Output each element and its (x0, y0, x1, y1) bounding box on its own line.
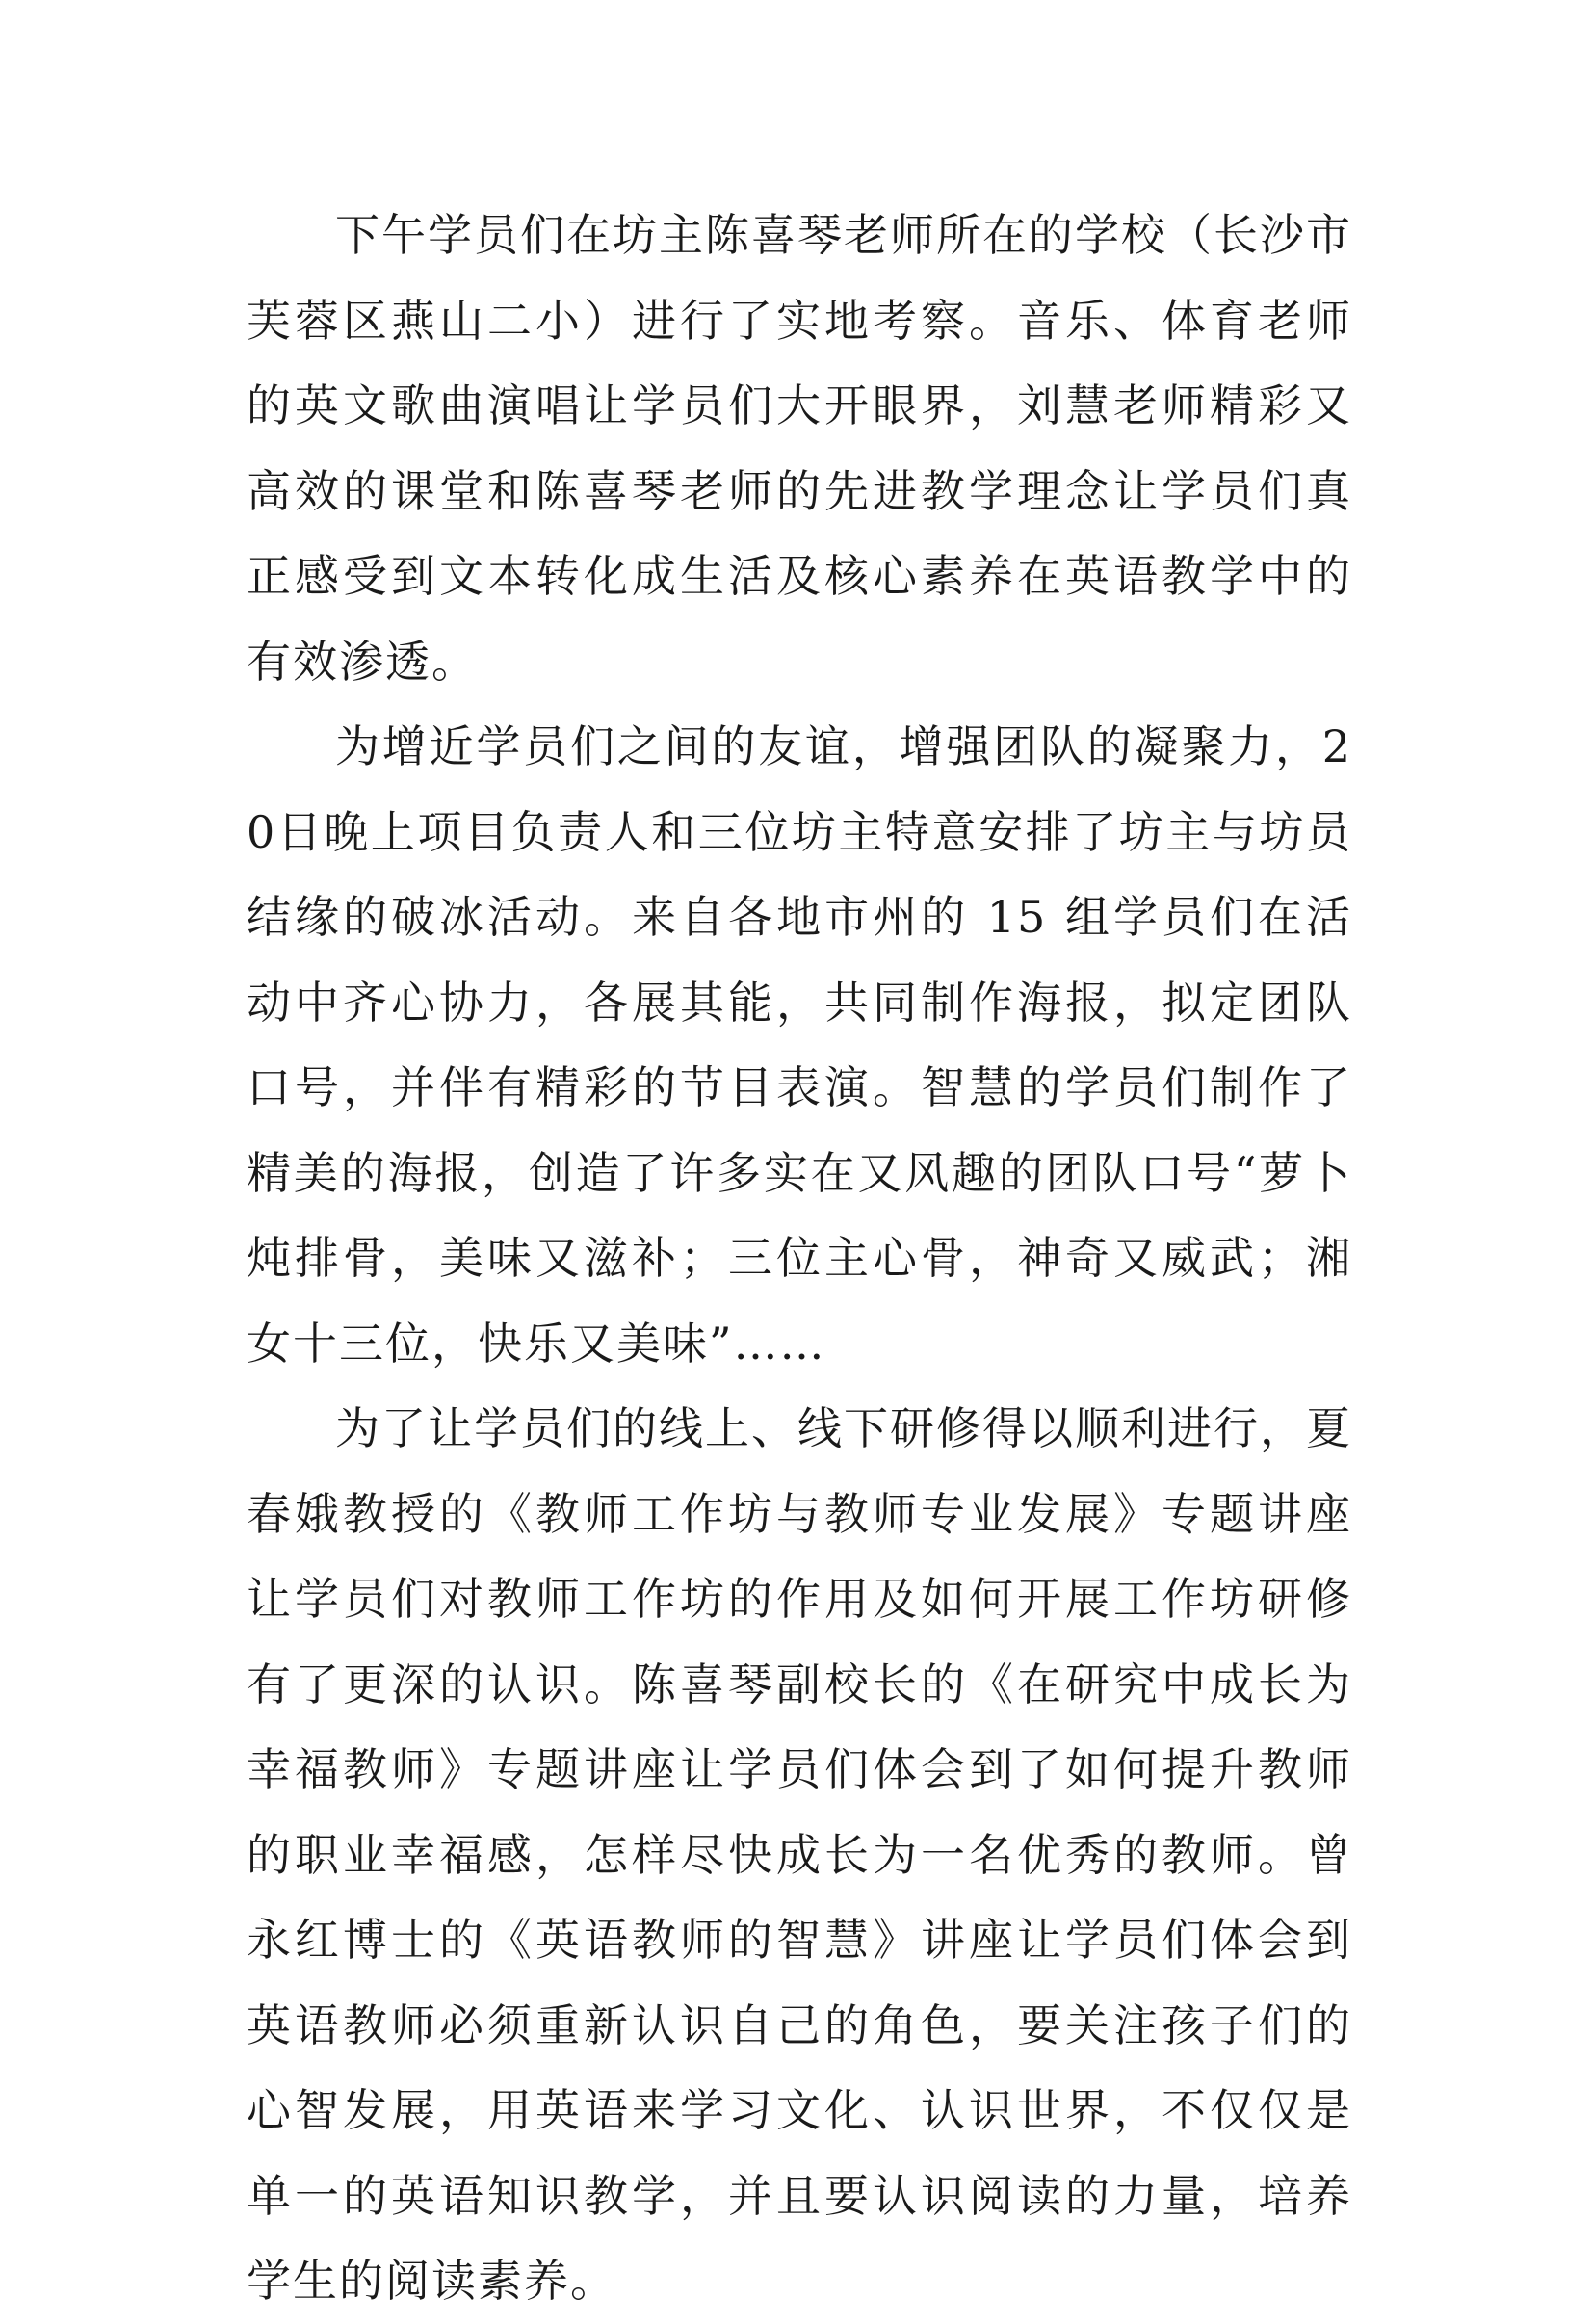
paragraph-icebreaker-activity: 为增近学员们之间的友谊，增强团队的凝聚力，20日晚上项目负责人和三位坊主特意安排了坊主与坊员结缘的破冰活动。来自各地市州的 15 组学员们在活动中齐心协力，各展其能，共同制作海报，拟定团队口号，并伴有精彩的节目表演。智慧的学员们制作了精美的海报，创造了许多实在又风趣的团队口号“萝卜炖排骨，美味又滋补；三位主心骨，神奇又威武；湘女十三位，快乐又美味”…… (247, 720, 1352, 1370)
document-body (247, 193, 1352, 2324)
paragraph-lectures: 为了让学员们的线上、线下研修得以顺利进行，夏春娥教授的《教师工作坊与教师专业发展》专题讲座让学员们对教师工作坊的作用及如何开展工作坊研修有了更深的认识。陈喜琴副校长的《在研究中成长为幸福教师》专题讲座让学员们体会到了如何提升教师的职业幸福感，怎样尽快成长为一名优秀的教师。曾永红博士的《英语教师的智慧》讲座让学员们体会到英语教师必须重新认识自己的角色，要关注孩子们的心智发展，用英语来学习文化、认识世界，不仅仅是单一的英语知识教学，并且要认识阅读的力量，培养学生的阅读素养。 (247, 1402, 1352, 2307)
paragraph-field-visit: 下午学员们在坊主陈喜琴老师所在的学校（长沙市芙蓉区燕山二小）进行了实地考察。音乐、体育老师的英文歌曲演唱让学员们大开眼界，刘慧老师精彩又高效的课堂和陈喜琴老师的先进教学理念让学员们真正感受到文本转化成生活及核心素养在英语教学中的有效渗透。 (247, 209, 1352, 688)
